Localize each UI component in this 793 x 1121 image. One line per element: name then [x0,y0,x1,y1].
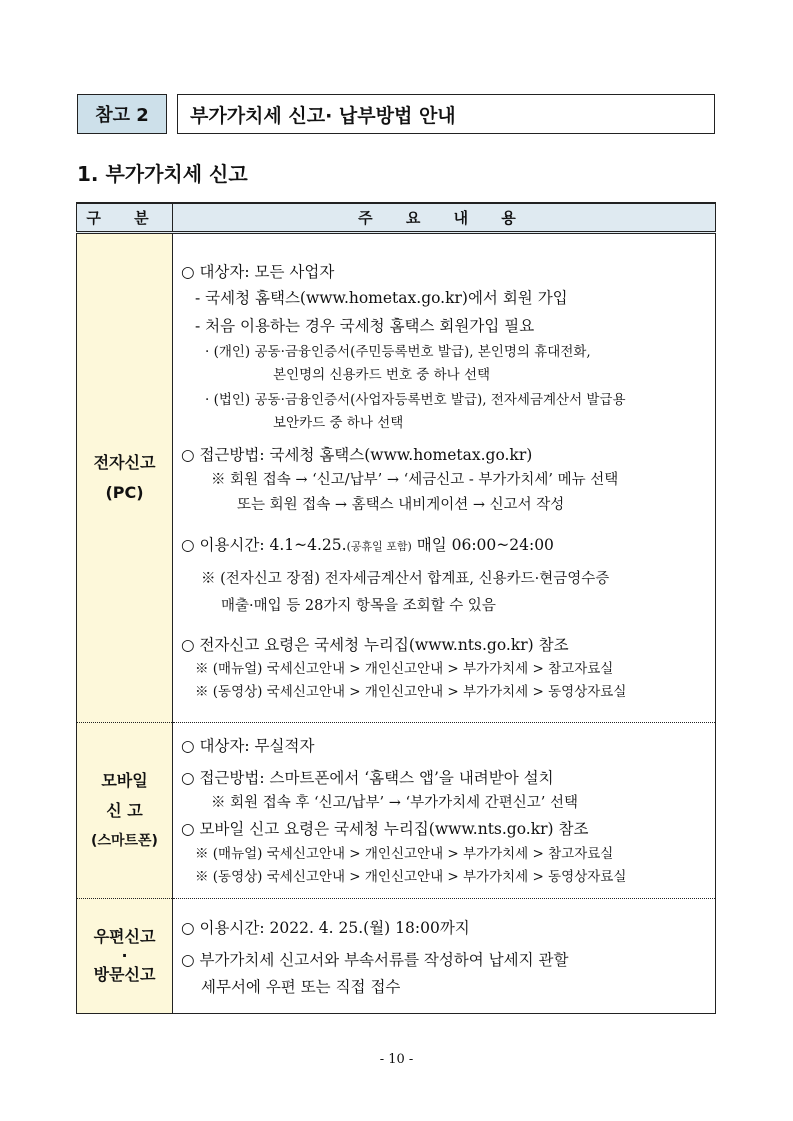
content-electronic [173,233,716,723]
category-mobile: 모바일 신 고 (스마트폰) [77,723,173,899]
content-mobile [173,723,716,899]
list-item: · (개인) 공동·금융인증서(주민등록번호 발급), 본인명의 휴대전화, [205,344,591,360]
list-item: ※ (동영상) 국세신고안내 > 개인신고안내 > 부가가치세 > 동영상자료실 [195,684,627,700]
category-electronic: 전자신고 (PC) [77,233,173,723]
list-item: ※ (매뉴얼) 국세신고안내 > 개인신고안내 > 부가가치세 > 참고자료실 [195,846,614,862]
list-item: ○ 접근방법: 국세청 홈택스(www.hometax.go.kr) [181,446,533,464]
list-item: - 국세청 홈택스(www.hometax.go.kr)에서 회원 가입 [195,289,568,307]
list-item: ※ 회원 접속 후 ‘신고/납부’ → ‘부가가치세 간편신고’ 선택 [211,795,578,811]
category-mail-visit: 우편신고 · 방문신고 [77,899,173,1014]
list-item: 또는 회원 접속 → 홈택스 내비게이션 → 신고서 작성 [237,497,565,513]
list-item: ※ (전자신고 장점) 전자세금계산서 합계표, 신용카드·현금영수증 [201,571,610,587]
list-item: ○ 부가가치세 신고서와 부속서류를 작성하여 납세지 관할 [181,951,569,969]
reference-label: 참고 2 [77,94,167,134]
list-item: 보안카드 중 하나 선택 [273,415,404,431]
header-content: 주 요 내 용 [173,203,716,233]
header-category: 구 분 [77,203,173,233]
list-item: ○ 대상자: 무실적자 [181,737,315,755]
page-number: - 10 - [379,1052,414,1067]
content-mail-visit [173,899,716,1014]
list-item: 본인명의 신용카드 번호 중 하나 선택 [273,367,491,383]
list-item: - 처음 이용하는 경우 국세청 홈택스 회원가입 필요 [195,317,535,335]
list-item: 매출·매입 등 28가지 항목을 조회할 수 있음 [221,598,496,614]
list-item: ※ (동영상) 국세신고안내 > 개인신고안내 > 부가가치세 > 동영상자료실 [195,869,627,885]
table-row-mobile [77,723,716,899]
filing-methods-table [76,202,716,1014]
reference-title: 부가가치세 신고· 납부방법 안내 [177,94,715,134]
list-item: ○ 모바일 신고 요령은 국세청 누리집(www.nts.go.kr) 참조 [181,820,589,838]
list-item: ※ (매뉴얼) 국세신고안내 > 개인신고안내 > 부가가치세 > 참고자료실 [195,661,614,677]
table-row-mail-visit [77,899,716,1014]
list-item: ○ 대상자: 모든 사업자 [181,263,335,281]
table-row-electronic [77,233,716,723]
list-item: 세무서에 우편 또는 직접 접수 [201,978,401,996]
list-item: ※ 회원 접속 → ‘신고/납부’ → ‘세금신고 - 부가가치세’ 메뉴 선택 [211,472,619,488]
list-item: ○ 전자신고 요령은 국세청 누리집(www.nts.go.kr) 참조 [181,636,569,654]
list-item: ○ 이용시간: 2022. 4. 25.(월) 18:00까지 [181,919,470,937]
list-item: ○ 접근방법: 스마트폰에서 ‘홈택스 앱’을 내려받아 설치 [181,769,554,787]
list-item: ○ 이용시간: 4.1~4.25.(공휴일 포함) 매일 06:00~24:00 [181,536,554,554]
list-item: · (법인) 공동·금융인증서(사업자등록번호 발급), 전자세금계산서 발급용 [205,392,626,408]
section-title: 1. 부가가치세 신고 [77,162,248,186]
